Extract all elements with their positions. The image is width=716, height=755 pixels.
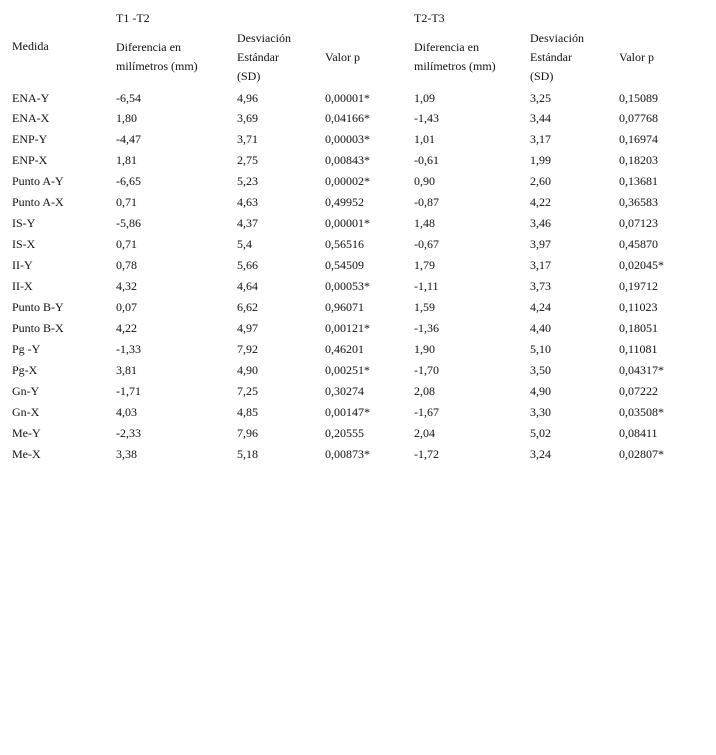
cell-diff-t2: -0,87 xyxy=(414,195,439,209)
cell-sd-t1: 5,66 xyxy=(237,258,258,272)
cell-pval-t2: 0,04317* xyxy=(619,363,664,377)
cell-sd-t1: 7,96 xyxy=(237,426,258,440)
cell-sd-t1: 4,97 xyxy=(237,321,258,335)
cell-pval-t2: 0,18203 xyxy=(619,153,658,167)
cell-pval-t2: 0,07123 xyxy=(619,216,658,230)
cell-medida: Punto A-Y xyxy=(12,174,64,188)
cell-sd-t2: 3,44 xyxy=(530,111,551,125)
header-medida: Medida xyxy=(12,39,49,53)
cell-pval-t2: 0,19712 xyxy=(619,279,658,293)
cell-diff-t1: -6,65 xyxy=(116,174,141,188)
cell-diff-t1: 3,81 xyxy=(116,363,137,377)
header-diff-t2-line1: Diferencia en xyxy=(414,40,479,54)
cell-pval-t2: 0,08411 xyxy=(619,426,658,440)
cell-medida: ENA-X xyxy=(12,111,50,125)
cell-diff-t1: 4,32 xyxy=(116,279,137,293)
table-row xyxy=(0,381,716,401)
cell-pval-t1: 0,00147* xyxy=(325,405,370,419)
cell-medida: ENP-X xyxy=(12,153,48,167)
cell-pval-t2: 0,11023 xyxy=(619,300,658,314)
cell-diff-t2: 1,59 xyxy=(414,300,435,314)
table-row xyxy=(0,276,716,296)
cell-diff-t2: -1,36 xyxy=(414,321,439,335)
cell-sd-t1: 7,92 xyxy=(237,342,258,356)
cell-sd-t2: 4,24 xyxy=(530,300,551,314)
cell-diff-t2: -1,67 xyxy=(414,405,439,419)
header-diff-t1-line1: Diferencia en xyxy=(116,40,181,54)
cell-diff-t1: 4,03 xyxy=(116,405,137,419)
table-row xyxy=(0,318,716,338)
cell-sd-t2: 3,73 xyxy=(530,279,551,293)
cell-pval-t1: 0,46201 xyxy=(325,342,364,356)
cell-sd-t1: 4,96 xyxy=(237,91,258,105)
cell-medida: ENP-Y xyxy=(12,132,48,146)
table-row xyxy=(0,423,716,443)
cell-medida: Gn-Y xyxy=(12,384,40,398)
table-row xyxy=(0,171,716,191)
header-sd-t1-line2: Estándar xyxy=(237,50,279,64)
cell-diff-t2: 1,09 xyxy=(414,91,435,105)
table-row xyxy=(0,402,716,422)
cell-pval-t2: 0,02807* xyxy=(619,447,664,461)
header-pval-t1: Valor p xyxy=(325,50,360,64)
cell-sd-t1: 4,64 xyxy=(237,279,258,293)
cell-diff-t1: -1,71 xyxy=(116,384,141,398)
cell-diff-t2: 0,90 xyxy=(414,174,435,188)
cell-medida: Pg-X xyxy=(12,363,38,377)
cell-sd-t1: 5,18 xyxy=(237,447,258,461)
cell-medida: Gn-X xyxy=(12,405,40,419)
cell-pval-t1: 0,20555 xyxy=(325,426,364,440)
cell-pval-t1: 0,30274 xyxy=(325,384,364,398)
cell-diff-t1: 1,80 xyxy=(116,111,137,125)
cell-diff-t2: 1,90 xyxy=(414,342,435,356)
cell-diff-t1: 0,07 xyxy=(116,300,137,314)
cell-diff-t2: -0,67 xyxy=(414,237,439,251)
cell-pval-t2: 0,36583 xyxy=(619,195,658,209)
cell-diff-t2: 1,01 xyxy=(414,132,435,146)
header-pval-t2: Valor p xyxy=(619,50,654,64)
cell-sd-t1: 5,4 xyxy=(237,237,252,251)
cell-diff-t1: 0,71 xyxy=(116,237,137,251)
cell-pval-t2: 0,16974 xyxy=(619,132,658,146)
cell-diff-t2: -1,11 xyxy=(414,279,439,293)
cell-pval-t1: 0,49952 xyxy=(325,195,364,209)
table-row xyxy=(0,192,716,212)
cell-pval-t2: 0,15089 xyxy=(619,91,658,105)
cell-diff-t1: 0,78 xyxy=(116,258,137,272)
cell-sd-t1: 2,75 xyxy=(237,153,258,167)
table-row xyxy=(0,150,716,170)
cell-medida: Punto B-X xyxy=(12,321,64,335)
cell-pval-t1: 0,54509 xyxy=(325,258,364,272)
cell-sd-t2: 3,17 xyxy=(530,258,551,272)
cell-pval-t1: 0,00003* xyxy=(325,132,370,146)
cell-pval-t2: 0,07768 xyxy=(619,111,658,125)
cell-sd-t2: 3,25 xyxy=(530,91,551,105)
cell-diff-t2: 1,79 xyxy=(414,258,435,272)
table-row xyxy=(0,444,716,464)
cell-sd-t1: 3,69 xyxy=(237,111,258,125)
table-row xyxy=(0,297,716,317)
cell-pval-t1: 0,00843* xyxy=(325,153,370,167)
cell-sd-t1: 4,85 xyxy=(237,405,258,419)
cell-sd-t2: 3,30 xyxy=(530,405,551,419)
cell-medida: Punto A-X xyxy=(12,195,64,209)
cell-medida: Pg -Y xyxy=(12,342,41,356)
cell-diff-t2: -1,43 xyxy=(414,111,439,125)
table-row xyxy=(0,339,716,359)
cell-sd-t2: 3,97 xyxy=(530,237,551,251)
cell-diff-t1: -6,54 xyxy=(116,91,141,105)
cell-sd-t2: 3,50 xyxy=(530,363,551,377)
cell-diff-t1: 4,22 xyxy=(116,321,137,335)
cell-sd-t2: 2,60 xyxy=(530,174,551,188)
cell-sd-t2: 4,40 xyxy=(530,321,551,335)
cell-medida: Me-Y xyxy=(12,426,41,440)
header-diff-t2-line2: milímetros (mm) xyxy=(414,59,496,73)
cell-sd-t2: 5,02 xyxy=(530,426,551,440)
cell-medida: II-X xyxy=(12,279,33,293)
cell-pval-t1: 0,00001* xyxy=(325,216,370,230)
cell-diff-t1: 3,38 xyxy=(116,447,137,461)
group-header-t2-t3: T2-T3 xyxy=(414,11,445,25)
cell-medida: Punto B-Y xyxy=(12,300,64,314)
cell-medida: IS-Y xyxy=(12,216,36,230)
table-row xyxy=(0,234,716,254)
cell-diff-t2: 2,04 xyxy=(414,426,435,440)
cell-sd-t1: 7,25 xyxy=(237,384,258,398)
cell-pval-t2: 0,11081 xyxy=(619,342,658,356)
cell-pval-t1: 0,56516 xyxy=(325,237,364,251)
cell-sd-t1: 4,37 xyxy=(237,216,258,230)
cell-diff-t1: -4,47 xyxy=(116,132,141,146)
table-row xyxy=(0,108,716,128)
cell-medida: Me-X xyxy=(12,447,41,461)
table-row xyxy=(0,88,716,108)
cell-pval-t2: 0,13681 xyxy=(619,174,658,188)
cell-sd-t2: 3,46 xyxy=(530,216,551,230)
cell-diff-t2: 1,48 xyxy=(414,216,435,230)
cell-sd-t2: 5,10 xyxy=(530,342,551,356)
cell-pval-t1: 0,00053* xyxy=(325,279,370,293)
cell-sd-t1: 5,23 xyxy=(237,174,258,188)
cell-diff-t1: 1,81 xyxy=(116,153,137,167)
cell-diff-t1: -5,86 xyxy=(116,216,141,230)
cell-sd-t1: 4,90 xyxy=(237,363,258,377)
cell-diff-t2: 2,08 xyxy=(414,384,435,398)
cell-sd-t2: 3,24 xyxy=(530,447,551,461)
cell-pval-t1: 0,00002* xyxy=(325,174,370,188)
cell-medida: ENA-Y xyxy=(12,91,50,105)
cell-sd-t2: 3,17 xyxy=(530,132,551,146)
cell-sd-t1: 4,63 xyxy=(237,195,258,209)
cell-pval-t1: 0,00251* xyxy=(325,363,370,377)
cell-diff-t2: -1,70 xyxy=(414,363,439,377)
cell-diff-t1: -2,33 xyxy=(116,426,141,440)
cell-diff-t2: -0,61 xyxy=(414,153,439,167)
cell-pval-t2: 0,07222 xyxy=(619,384,658,398)
header-diff-t1-line2: milímetros (mm) xyxy=(116,59,198,73)
header-sd-t1-line1: Desviación xyxy=(237,31,291,45)
cell-diff-t2: -1,72 xyxy=(414,447,439,461)
table-row xyxy=(0,255,716,275)
header-sd-t1-line3: (SD) xyxy=(237,69,261,83)
table-row xyxy=(0,360,716,380)
cell-diff-t1: -1,33 xyxy=(116,342,141,356)
cell-pval-t2: 0,03508* xyxy=(619,405,664,419)
cell-diff-t1: 0,71 xyxy=(116,195,137,209)
cell-pval-t2: 0,02045* xyxy=(619,258,664,272)
cell-sd-t2: 1,99 xyxy=(530,153,551,167)
cell-pval-t2: 0,18051 xyxy=(619,321,658,335)
cell-sd-t2: 4,22 xyxy=(530,195,551,209)
header-sd-t2-line2: Estándar xyxy=(530,50,572,64)
cell-medida: IS-X xyxy=(12,237,36,251)
table-row xyxy=(0,213,716,233)
header-sd-t2-line3: (SD) xyxy=(530,69,554,83)
cell-pval-t1: 0,00873* xyxy=(325,447,370,461)
cell-pval-t1: 0,96071 xyxy=(325,300,364,314)
cell-sd-t1: 3,71 xyxy=(237,132,258,146)
group-header-t1-t2: T1 -T2 xyxy=(116,11,150,25)
cell-pval-t1: 0,00001* xyxy=(325,91,370,105)
header-sd-t2-line1: Desviación xyxy=(530,31,584,45)
cell-sd-t2: 4,90 xyxy=(530,384,551,398)
cell-medida: II-Y xyxy=(12,258,33,272)
cell-pval-t2: 0,45870 xyxy=(619,237,658,251)
cell-pval-t1: 0,00121* xyxy=(325,321,370,335)
table-row xyxy=(0,129,716,149)
cell-pval-t1: 0,04166* xyxy=(325,111,370,125)
cell-sd-t1: 6,62 xyxy=(237,300,258,314)
